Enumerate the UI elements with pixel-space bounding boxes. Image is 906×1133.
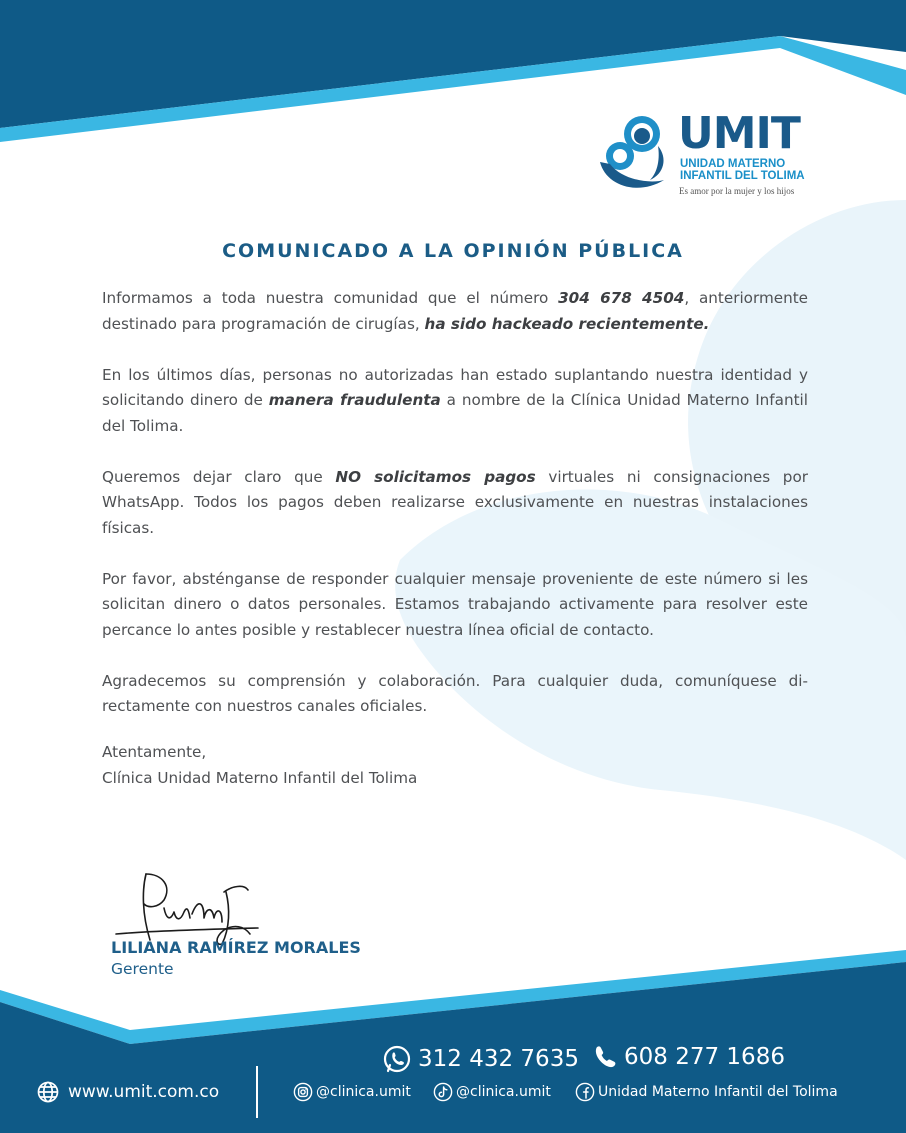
phone-number: 608 277 1686 [624, 1044, 785, 1070]
p1-emphasis: ha sido hackeado recientemente. [424, 314, 710, 333]
brand-name: UMIT [678, 108, 800, 159]
brand-tagline: Es amor por la mujer y los hijos [679, 186, 795, 196]
facebook-icon [575, 1082, 595, 1102]
hacked-number: 304 678 4504 [558, 289, 685, 307]
instagram-link[interactable] [293, 1082, 411, 1102]
brand-line-1: UNIDAD MATERNO [680, 158, 786, 170]
letter-body [102, 286, 808, 745]
paragraph-5: Agradecemos su comprensión y colaboración. Para cualquier duda, comuníquese directamente con nuestros canales oficiales. [102, 671, 808, 715]
closing-organization: Clínica Unidad Materno Infantil del Tolima [102, 768, 418, 787]
website-url: www.umit.com.co [68, 1082, 220, 1102]
signatory-role: Gerente [111, 960, 174, 978]
tiktok-icon [433, 1082, 453, 1102]
whatsapp-number: 312 432 7635 [418, 1046, 579, 1072]
globe-icon [36, 1080, 60, 1104]
mother-child-icon [598, 114, 670, 196]
instagram-icon [293, 1082, 313, 1102]
facebook-link[interactable] [575, 1082, 838, 1102]
facebook-page: Unidad Materno Infantil del Tolima [598, 1084, 838, 1100]
p2-text: En los últimos días, personas no autorizadas han estado suplantando nuestra identidad y solicitando dinero de [102, 365, 808, 409]
paragraph-2 [102, 363, 808, 440]
p2-text-2: a nombre de la Clínica Unidad Materno Infantil del Tolima. [102, 391, 808, 435]
phone-icon [592, 1044, 618, 1070]
phone-contact[interactable] [592, 1044, 785, 1070]
p3-text-2: virtuales ni consignaciones por WhatsApp. Todos los pagos deben realizarse exclusivamente en nuestras instalaciones físicas. [102, 467, 808, 537]
whatsapp-icon [382, 1044, 412, 1074]
p2-emphasis: manera fraudulenta [268, 391, 441, 409]
whatsapp-contact[interactable] [382, 1044, 579, 1074]
p1-text: Informamos a toda nuestra comunidad que el número [102, 289, 559, 307]
paragraph-4: Por favor, absténganse de responder cualquier mensaje proveniente de este número si les solicitan dinero o datos personales. Estamos trabajando activamente para resolver este percance lo antes posible y restablecer nuestra línea oficial de contacto. [102, 569, 808, 639]
handwritten-signature [108, 868, 278, 948]
p3-text: Queremos dejar claro que [102, 467, 336, 486]
brand-line-2: INFANTIL DEL TOLIMA [680, 170, 805, 182]
closing [102, 740, 417, 791]
page-title: COMUNICADO A LA OPINIÓN PÚBLICA [222, 240, 684, 262]
p1-text-2: , anteriormente destinado para programación de cirugías, [102, 289, 809, 333]
paragraph-1 [102, 286, 808, 337]
umit-logo [598, 108, 808, 200]
signatory-name: LILIANA RAMÍREZ MORALES [111, 938, 361, 957]
paragraph-3 [102, 465, 808, 542]
website-link[interactable] [36, 1080, 219, 1104]
p3-emphasis: NO solicitamos pagos [335, 467, 536, 486]
tiktok-link[interactable] [433, 1082, 551, 1102]
tiktok-handle: @clinica.umit [456, 1084, 551, 1100]
footer-divider [256, 1066, 258, 1118]
closing-salutation: Atentamente, [102, 743, 207, 761]
instagram-handle: @clinica.umit [316, 1084, 411, 1100]
